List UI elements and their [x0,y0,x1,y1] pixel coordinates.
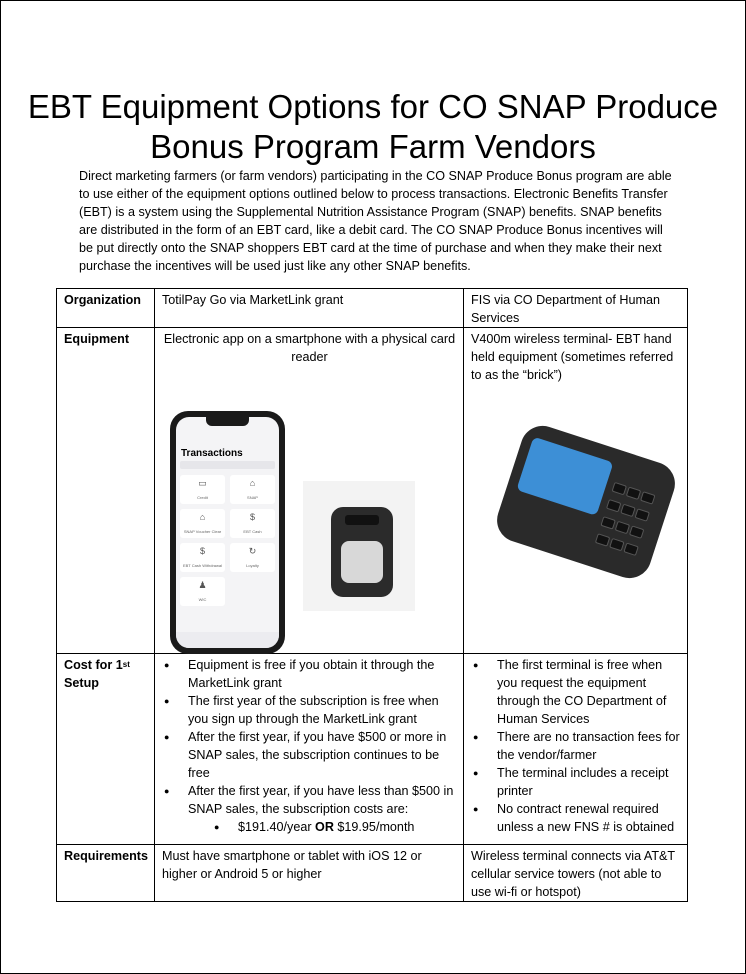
equipment-fis-text: V400m wireless terminal- EBT hand held equipment (sometimes referred to as the “brick”) [471,332,674,382]
list-item: ● Equipment is free if you obtain it through the MarketLink grant [188,656,457,692]
list-item: ● The terminal includes a receipt printer [497,764,681,800]
table-row-organization [57,289,688,328]
list-item-sub: ● $191.40/year OR $19.95/month [238,818,457,836]
page-title: EBT Equipment Options for CO SNAP Produce Bonus Program Farm Vendors [27,88,719,165]
payment-terminal-icon [488,420,678,590]
cell-equipment-marketlink [155,328,464,654]
tile-loyalty: ↻ Loyalty [230,543,275,572]
list-item: ● After the first year, if you have $500 or more in SNAP sales, the subscription continues to be free [188,728,457,782]
table-row-cost [57,654,688,845]
cell-requirements-marketlink: Must have smartphone or tablet with iOS 12 or higher or Android 5 or higher [155,845,464,902]
tile-ebt-cash: $ EBT Cash [230,509,275,538]
list-item: ● The first terminal is free when you request the equipment through the CO Department of Human Services [497,656,681,728]
table-row-equipment [57,328,688,654]
card-reader-icon [303,481,415,611]
tile-snap-voucher: ⌂ SNAP Voucher Clear [180,509,225,538]
list-item: ● No contract renewal required unless a new FNS # is obtained [497,800,681,836]
tile-wic: ♟ WIC [180,577,225,606]
cell-equipment-fis [464,328,688,654]
list-item: ● The first year of the subscription is free when you sign up through the MarketLink grant [188,692,457,728]
row-label-requirements: Requirements [57,845,155,902]
smartphone-icon [170,411,285,654]
app-title: Transactions [181,448,243,459]
table-row-requirements [57,845,688,902]
cell-organization-marketlink: TotilPay Go via MarketLink grant [155,289,464,328]
cell-cost-marketlink [155,654,464,845]
tile-snap: ⌂ SNAP [230,475,275,504]
list-item: ● There are no transaction fees for the vendor/farmer [497,728,681,764]
cell-cost-fis [464,654,688,845]
intro-paragraph: Direct marketing farmers (or farm vendors) participating in the CO SNAP Produce Bonus program are able to use either of the equipment options outlined below to process transactions. Electronic Benefits Transfer (EBT) is a system using the Supplemental Nutrition Assistance Program (SNAP) benefits. SNAP benefits are distributed in the form of an EBT card, like a debit card. The CO SNAP Produce Bonus incentives will be put directly onto the SNAP shoppers EBT card at the time of purchase and when they make their next purchase the incentives will be used just like any other SNAP benefits. [79,169,672,273]
cell-requirements-fis: Wireless terminal connects via AT&T cellular service towers (not able to use wi-fi or hotspot) [464,845,688,902]
equipment-marketlink-text: Electronic app on a smartphone with a physical card reader [163,332,456,364]
cell-organization-fis: FIS via CO Department of Human Services [464,289,688,328]
row-label-cost: Cost for 1st Setup [57,654,155,845]
tile-ebt-withdrawal: $ EBT Cash Withdrawal [180,543,225,572]
tile-credit: ▭ Credit [180,475,225,504]
row-label-equipment: Equipment [57,328,155,654]
list-item: ● After the first year, if you have less than $500 in SNAP sales, the subscription costs are: ● $191.40/year OR $19.95/month [188,782,457,836]
equipment-table [56,288,688,902]
row-label-organization: Organization [57,289,155,328]
